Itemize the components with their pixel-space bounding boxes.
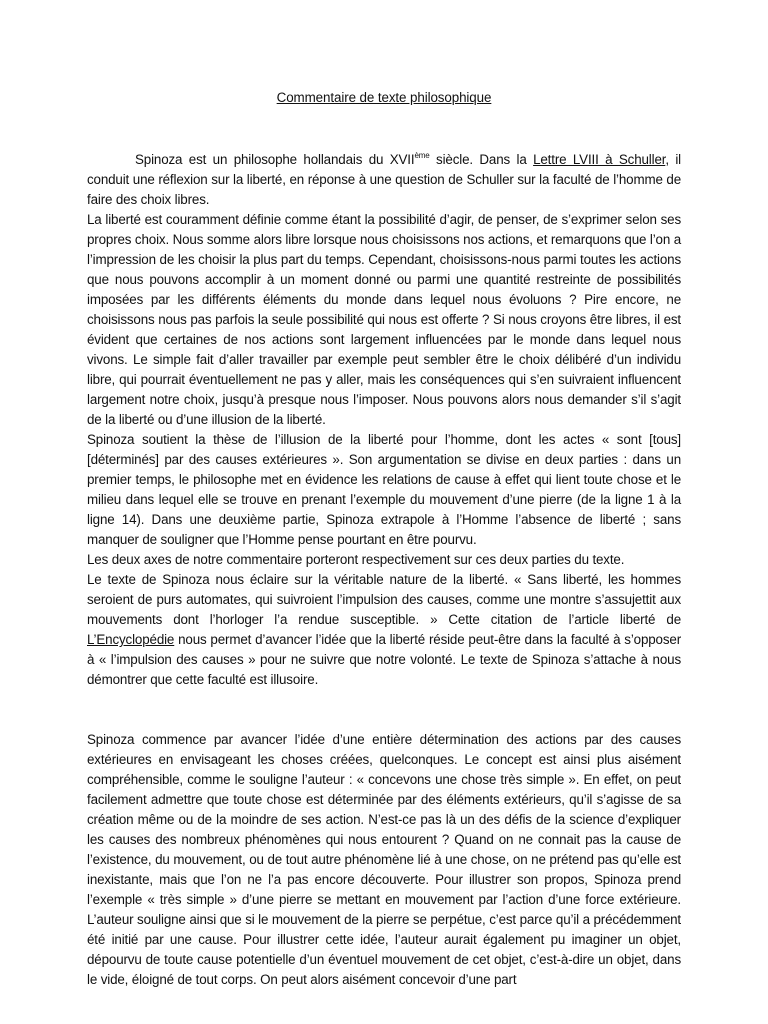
document-title: Commentaire de texte philosophique <box>276 90 492 105</box>
century-superscript: ème <box>414 150 430 160</box>
encyclopedie-title: L’Encyclopédie <box>87 632 175 647</box>
intro-paragraph-2: La liberté est couramment définie comme étant la possibilité d’agir, de penser, de s’exprimer selon ses propres choix. Nous somme alors libre lorsque nous choisissons nos actions, et remarquons que l’on a l’impression de les choisir la plus part du temps. Cependant, choisissons-nous parmi toutes les actions que nous pouvons accomplir à un moment donné ou parmi une quantité restreinte de possibilités imposées par les différents éléments du monde dans lequel nous évoluons ? Pire encore, ne choisissons nous pas parfois la seule possibilité qui nous est offerte ? Si nous croyons être libres, il est évident que certaines de nos actions sont largement influencées par le monde dans lequel nous vivons. Le simple fait d’aller travailler par exemple peut sembler être le choix délibéré d’un individu libre, qui pourrait éventuellement ne pas y aller, mais les conséquences qui s’en suivraient influencent largement notre choix, jusqu’à presque nous l’imposer. Nous pouvons alors nous demander s’il s’agit de la liberté ou d’une illusion de la liberté. <box>87 212 681 427</box>
intro-p1-after: , il conduit une réflexion sur la liberté, en réponse à une question de Schuller sur la faculté de l’homme de faire des choix libres. <box>87 152 681 207</box>
intro-p1-before: Spinoza est un philosophe hollandais du XVII <box>135 152 415 167</box>
intro-paragraph-3: Spinoza soutient la thèse de l’illusion de la liberté pour l’homme, dont les actes « sont [tous] [déterminés] par des causes extérieures ». Son argumentation se divise en deux parties : dans un premier temps, le philosophe met en évidence les relations de cause à effet qui lient toute chose et le milieu dans lequel elle se trouve en prenant l’exemple du mouvement d’une pierre (de la ligne 1 à la ligne 14). Dans une deuxième partie, Spinoza extrapole à l’Homme l’absence de liberté ; sans manquer de souligner que l’Homme pense pourtant en être pourvu. <box>87 432 681 547</box>
intro-paragraph-5 <box>87 570 681 690</box>
section-gap <box>87 690 681 730</box>
intro-p5-before: Le texte de Spinoza nous éclaire sur la véritable nature de la liberté. « Sans liberté, les hommes seroient de purs automates, qui suivroient l’impulsion des causes, comme une montre s’assujettit aux mouvements dont l’horloger l’a rendue susceptible. » Cette citation de l’article liberté de <box>87 572 681 627</box>
intro-paragraph-4: Les deux axes de notre commentaire porteront respectivement sur ces deux parties du texte. <box>87 552 625 567</box>
intro-p5-after: nous permet d’avancer l’idée que la liberté réside peut-être dans la faculté à s’opposer à « l’impulsion des causes » pour ne suivre que notre volonté. Le texte de Spinoza s’attache à nous démontrer que cette faculté est illusoire. <box>87 632 681 687</box>
part1-paragraph-1: Spinoza commence par avancer l’idée d’une entière détermination des actions par des causes extérieures en envisageant les choses créées, quelconques. Le concept est ainsi plus aisément compréhensible, comme le souligne l’auteur : « concevons une chose très simple ». En effet, on peut facilement admettre que toute chose est déterminée par des éléments extérieurs, qu’il s’agisse de sa création même ou de la moindre de ses action. N’est-ce pas là un des défis de la science d’expliquer les causes des nombreux phénomènes qui nous entourent ? Quand on ne connait pas la cause de l’existence, du mouvement, ou de tout autre phénomène lié à une chose, on ne prétend pas qu’elle est inexistante, mais que l’on ne l’a pas encore découverte. Pour illustrer son propos, Spinoza prend l’exemple « très simple » d’une pierre se mettant en mouvement par l’action d’une force extérieure. L’auteur souligne ainsi que si le mouvement de la pierre se perpétue, c’est parce qu’il a précédemment été initié par une cause. Pour illustrer cette idée, l’auteur aurait également pu imaginer un objet, dépourvu de toute cause potentielle d’un éventuel mouvement de cet objet, c’est-à-dire un objet, dans le vide, éloigné de tout corps. On peut alors aisément concevoir d’une part <box>87 732 681 987</box>
document-body <box>87 150 681 990</box>
intro-paragraph-1 <box>87 150 681 210</box>
intro-p1-middle: siècle. Dans la <box>429 152 534 167</box>
letter-title-link: Lettre LVIII à Schuller <box>533 152 666 167</box>
